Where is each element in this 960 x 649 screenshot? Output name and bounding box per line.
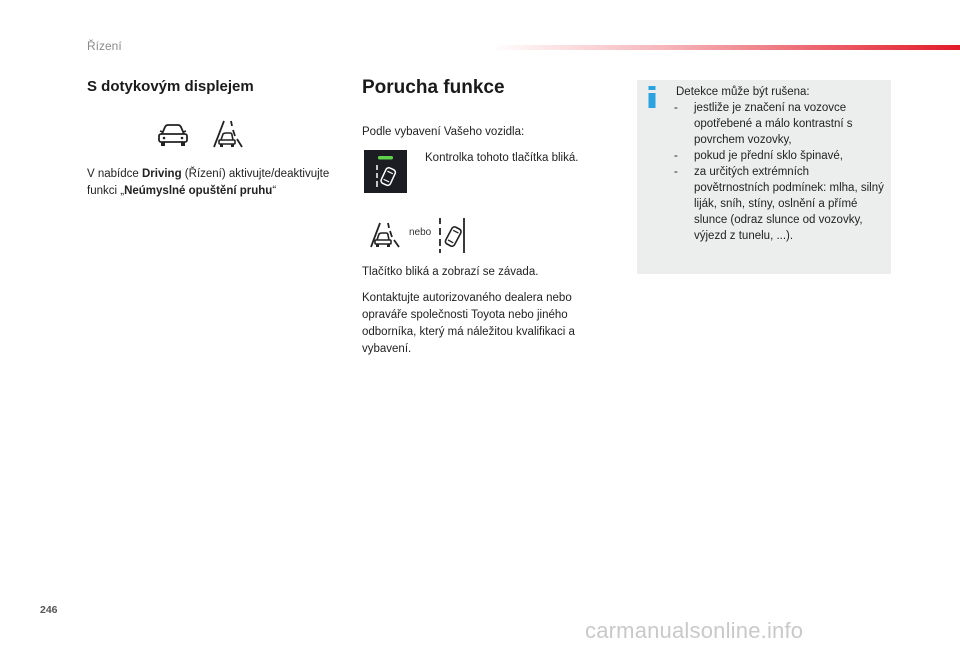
info-list xyxy=(674,100,886,244)
blink-fault-text: Tlačítko bliká a zobrazí se závada. xyxy=(362,266,539,278)
equipment-intro: Podle vybavení Vašeho vozidla: xyxy=(362,126,525,138)
car-front-icon xyxy=(156,122,190,148)
list-item: - pokud je přední sklo špinavé, xyxy=(674,150,843,162)
lane-keeping-icon xyxy=(437,216,467,254)
header-accent-bar xyxy=(490,45,960,50)
touchscreen-instruction: V nabídce Driving (Řízení) aktivujte/deaktivujte funkci „Neúmyslné opuštění pruhu“ xyxy=(87,168,330,197)
contact-dealer-text: Kontaktujte autorizovaného dealera nebo opraváře společnosti Toyota nebo jiného odborníka, který má náležitou kvalifikaci a vybavení. xyxy=(362,292,575,355)
or-label: nebo xyxy=(409,227,432,238)
info-icon xyxy=(647,86,657,108)
touchscreen-heading: S dotykovým displejem xyxy=(87,78,254,95)
section-label: Řízení xyxy=(87,39,122,53)
list-item: - za určitých extrémních povětrnostních podmínek: mlha, silný liják, sníh, stíny, oslnění a přímé slunce (odraz slunce od vozovky, výjezd z tunelu, ...). xyxy=(674,166,884,242)
page-number: 246 xyxy=(40,604,58,616)
watermark: carmanualsonline.info xyxy=(585,618,804,643)
malfunction-heading: Porucha funkce xyxy=(362,77,505,98)
lane-departure-warning-icon xyxy=(369,221,403,249)
list-item: - jestliže je značení na vozovce opotřebené a málo kontrastní s povrchem vozovky, xyxy=(674,102,853,146)
button-indicator-caption: Kontrolka tohoto tlačítka bliká. xyxy=(425,152,579,164)
lane-departure-icon xyxy=(212,119,246,149)
info-title: Detekce může být rušena: xyxy=(676,86,810,98)
lane-assist-button-image xyxy=(364,150,407,193)
